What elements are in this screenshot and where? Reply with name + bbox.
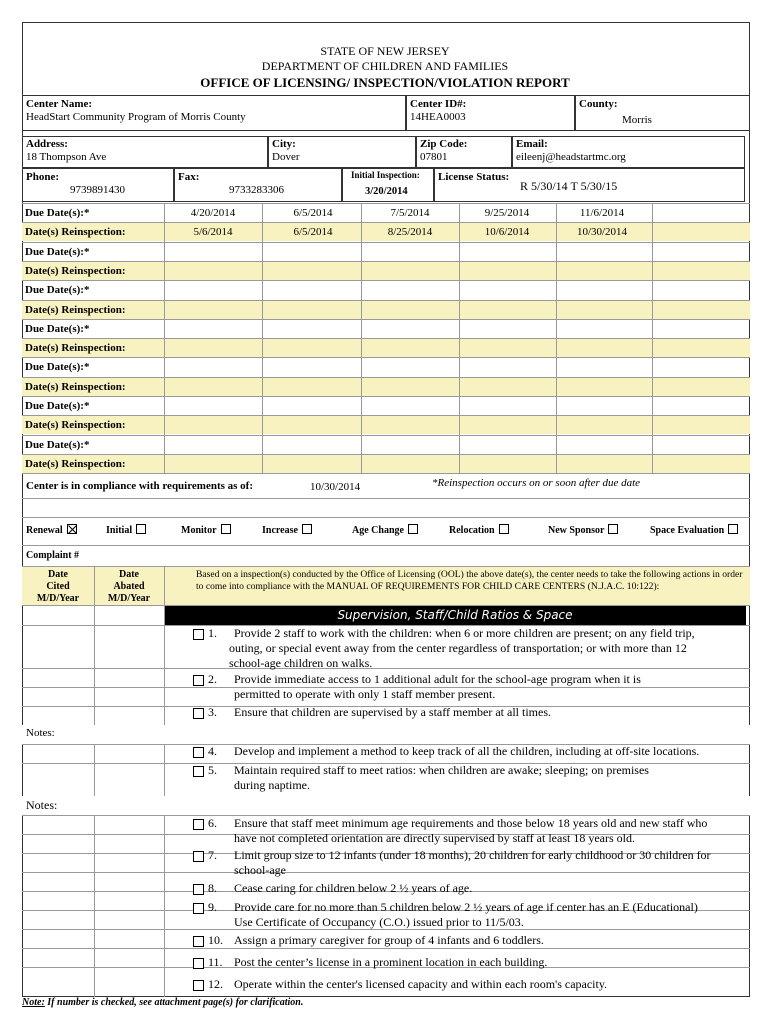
- grid-divider: [459, 416, 460, 435]
- grid-divider: [459, 436, 460, 455]
- reinspection-date-value: 10/6/2014: [484, 226, 530, 238]
- divider: [22, 545, 750, 546]
- item-text: Cease caring for children below 2 ½ years of age.: [234, 881, 473, 895]
- reinspection-label: Date(s) Reinspection:: [25, 265, 126, 277]
- complaint-label: Complaint #: [26, 550, 80, 561]
- reinspection-row: [22, 377, 750, 396]
- due-date-label: Due Date(s):*: [25, 439, 90, 451]
- grid-divider: [164, 378, 165, 397]
- grid-divider: [556, 262, 557, 281]
- grid-divider: [262, 397, 263, 416]
- grid-divider: [164, 358, 165, 377]
- grid-divider: [361, 223, 362, 242]
- grid-divider: [164, 243, 165, 262]
- item-checkbox[interactable]: [193, 980, 204, 991]
- item-text: Develop and implement a method to keep track of all the children, including at off-site locations.: [234, 744, 700, 758]
- zip-label: Zip Code:: [420, 138, 468, 150]
- grid-divider: [556, 223, 557, 242]
- type-option-increase[interactable]: [262, 524, 312, 536]
- grid-divider: [556, 243, 557, 262]
- grid-divider: [164, 339, 165, 358]
- grid-divider: [556, 455, 557, 474]
- type-option-label: Space Evaluation: [650, 525, 725, 536]
- reinspection-label: Date(s) Reinspection:: [25, 342, 126, 354]
- type-option-space-evaluation[interactable]: [650, 524, 738, 536]
- grid-divider: [262, 416, 263, 435]
- grid-divider: [361, 416, 362, 435]
- reinspection-row: [22, 338, 750, 357]
- due-date-label: Due Date(s):*: [25, 246, 90, 258]
- address-value: 18 Thompson Ave: [26, 151, 107, 163]
- type-checkbox[interactable]: [499, 524, 509, 534]
- grid-divider: [459, 358, 460, 377]
- grid-divider: [262, 262, 263, 281]
- item-text: have not completed orientation are directly supervised by staff at least 18 years old.: [234, 831, 635, 845]
- grid-divider: [361, 262, 362, 281]
- type-option-age-change[interactable]: [352, 524, 418, 536]
- section-title: Supervision, Staff/Child Ratios & Space: [164, 606, 746, 625]
- item-checkbox[interactable]: [193, 903, 204, 914]
- reinspection-label: Date(s) Reinspection:: [25, 419, 126, 431]
- reinspection-label: Date(s) Reinspection:: [25, 226, 126, 238]
- divider: [22, 473, 750, 474]
- due-date-row: [22, 203, 750, 222]
- grid-divider: [262, 281, 263, 300]
- grid-divider: [459, 339, 460, 358]
- type-option-label: Relocation: [449, 525, 495, 536]
- grid-divider: [262, 378, 263, 397]
- grid-divider: [262, 358, 263, 377]
- item-checkbox[interactable]: [193, 766, 204, 777]
- grid-divider: [459, 281, 460, 300]
- grid-divider: [361, 301, 362, 320]
- col-divider: [164, 744, 165, 796]
- notes-label: Notes:: [26, 798, 58, 812]
- item-checkbox[interactable]: [193, 958, 204, 969]
- city-label: City:: [272, 138, 296, 150]
- grid-divider: [262, 436, 263, 455]
- type-option-label: Age Change: [352, 525, 404, 536]
- type-option-relocation[interactable]: [449, 524, 509, 536]
- grid-divider: [262, 243, 263, 262]
- col-divider: [94, 606, 95, 725]
- grid-divider: [459, 455, 460, 474]
- type-option-label: Increase: [262, 525, 298, 536]
- grid-divider: [652, 436, 653, 455]
- grid-divider: [652, 378, 653, 397]
- grid-divider: [164, 320, 165, 339]
- phone-label: Phone:: [26, 171, 59, 183]
- reinspection-row: [22, 415, 750, 434]
- grid-divider: [164, 204, 165, 223]
- reinspection-note: *Reinspection occurs on or soon after due date: [432, 477, 641, 489]
- type-checkbox[interactable]: [302, 524, 312, 534]
- grid-divider: [652, 243, 653, 262]
- date-cited-line: M/D/Year: [36, 593, 80, 604]
- divider: [22, 668, 750, 669]
- item-checkbox[interactable]: [193, 884, 204, 895]
- compliance-label: Center is in compliance with requirements as of:: [26, 480, 254, 492]
- grid-divider: [262, 339, 263, 358]
- due-date-label: Due Date(s):*: [25, 400, 90, 412]
- type-checkbox[interactable]: [408, 524, 418, 534]
- grid-divider: [459, 243, 460, 262]
- grid-divider: [556, 339, 557, 358]
- reinspection-date-value: 10/30/2014: [576, 226, 628, 238]
- item-checkbox[interactable]: [193, 708, 204, 719]
- grid-divider: [459, 320, 460, 339]
- grid-divider: [652, 358, 653, 377]
- grid-divider: [652, 262, 653, 281]
- grid-divider: [556, 397, 557, 416]
- item-text: Ensure that children are supervised by a staff member at all times.: [234, 705, 552, 719]
- item-text: Limit group size to 12 infants (under 18 months), 20 children for early childhood or 30 children for: [234, 848, 711, 862]
- reinspection-row: [22, 261, 750, 280]
- fax-label: Fax:: [178, 171, 200, 183]
- grid-divider: [652, 416, 653, 435]
- due-date-row: [22, 242, 750, 261]
- type-option-label: Monitor: [181, 525, 217, 536]
- grid-divider: [556, 204, 557, 223]
- phone-value: 9739891430: [70, 184, 125, 196]
- item-text: Provide 2 staff to work with the children: when 6 or more children are present; on any field trip,: [234, 626, 695, 640]
- reinspection-date-value: 6/5/2014: [293, 226, 333, 238]
- center-name-label: Center Name:: [26, 98, 93, 110]
- divider: [22, 517, 750, 518]
- compliance-date: 10/30/2014: [310, 481, 361, 493]
- item-text: Operate within the center's licensed capacity and within each room's capacity.: [234, 977, 608, 991]
- fax-value: 9733283306: [229, 184, 284, 196]
- type-option-new-sponsor[interactable]: [548, 524, 618, 536]
- notes-row[interactable]: [22, 796, 750, 815]
- grid-divider: [459, 301, 460, 320]
- grid-divider: [361, 358, 362, 377]
- grid-divider: [652, 320, 653, 339]
- col-divider: [94, 815, 95, 997]
- grid-divider: [164, 416, 165, 435]
- date-abated-header: [94, 569, 164, 605]
- grid-divider: [361, 455, 362, 474]
- grid-divider: [361, 204, 362, 223]
- item-text: Provide care for no more than 5 children below 2 ½ years of age if center has an E (Educational): [234, 900, 698, 914]
- col-divider: [164, 606, 165, 725]
- item-number: 3.: [208, 705, 217, 719]
- due-date-value: 6/5/2014: [293, 207, 333, 219]
- center-id-value: 14HEA0003: [410, 111, 466, 123]
- grid-divider: [556, 358, 557, 377]
- grid-divider: [361, 243, 362, 262]
- item-number: 7.: [208, 848, 217, 862]
- grid-divider: [262, 455, 263, 474]
- due-date-label: Due Date(s):*: [25, 323, 90, 335]
- reinspection-label: Date(s) Reinspection:: [25, 381, 126, 393]
- due-date-row: [22, 435, 750, 454]
- reinspection-row: [22, 300, 750, 319]
- city-value: Dover: [272, 151, 300, 163]
- header-state: STATE OF NEW JERSEY: [320, 44, 450, 58]
- due-date-value: 7/5/2014: [390, 207, 430, 219]
- type-checkbox[interactable]: [221, 524, 231, 534]
- item-number: 6.: [208, 816, 217, 830]
- type-checkbox[interactable]: [608, 524, 618, 534]
- email-value: eileenj@headstartmc.org: [516, 151, 626, 163]
- notes-label: Notes:: [26, 727, 55, 739]
- reinspection-label: Date(s) Reinspection:: [25, 458, 126, 470]
- grid-divider: [361, 339, 362, 358]
- reinspection-label: Date(s) Reinspection:: [25, 304, 126, 316]
- grid-divider: [652, 281, 653, 300]
- item-text: school-age children on walks.: [229, 656, 373, 670]
- center-id-label: Center ID#:: [410, 98, 467, 110]
- type-option-monitor[interactable]: [181, 524, 231, 536]
- divider: [22, 498, 750, 499]
- type-option-label: Initial: [106, 525, 133, 536]
- county-value: Morris: [622, 114, 652, 126]
- grid-divider: [459, 204, 460, 223]
- grid-divider: [556, 301, 557, 320]
- due-date-value: 9/25/2014: [484, 207, 530, 219]
- grid-divider: [164, 436, 165, 455]
- zip-value: 07801: [420, 151, 448, 163]
- footer-note: [22, 997, 303, 1008]
- due-date-row: [22, 280, 750, 299]
- item-text: Assign a primary caregiver for group of 4 infants and 6 toddlers.: [234, 933, 544, 947]
- notes-row[interactable]: [22, 725, 750, 744]
- grid-divider: [262, 204, 263, 223]
- item-number: 5.: [208, 763, 217, 777]
- item-number: 8.: [208, 881, 217, 895]
- grid-divider: [459, 378, 460, 397]
- date-abated-line: Date: [119, 569, 139, 580]
- item-text: school-age: [234, 863, 286, 877]
- grid-divider: [164, 397, 165, 416]
- item-checkbox[interactable]: [193, 936, 204, 947]
- grid-divider: [164, 281, 165, 300]
- type-checkbox[interactable]: [728, 524, 738, 534]
- divider: [22, 872, 750, 873]
- date-abated-line: Abated: [113, 581, 145, 592]
- item-number: 2.: [208, 672, 217, 686]
- grid-divider: [652, 223, 653, 242]
- due-date-label: Due Date(s):*: [25, 361, 90, 373]
- grid-divider: [164, 262, 165, 281]
- grid-divider: [164, 301, 165, 320]
- due-date-row: [22, 357, 750, 376]
- reinspection-date-value: 8/25/2014: [387, 226, 433, 238]
- date-cited-header: [22, 569, 94, 605]
- footer-note-label: Note:: [22, 997, 45, 1008]
- item-number: 9.: [208, 900, 217, 914]
- grid-divider: [361, 320, 362, 339]
- grid-divider: [556, 281, 557, 300]
- grid-divider: [262, 320, 263, 339]
- initial-inspection-label: Initial Inspection:: [351, 170, 420, 180]
- item-checkbox[interactable]: [193, 851, 204, 862]
- due-date-row: [22, 319, 750, 338]
- due-date-value: 4/20/2014: [190, 207, 236, 219]
- date-cited-line: Date: [48, 569, 68, 580]
- due-date-label: Due Date(s):*: [25, 207, 90, 219]
- item-text: Maintain required staff to meet ratios: when children are awake; sleeping; on premises: [234, 763, 649, 777]
- grid-divider: [556, 436, 557, 455]
- reinspection-row: [22, 454, 750, 473]
- type-option-initial[interactable]: [106, 524, 146, 536]
- grid-divider: [361, 436, 362, 455]
- grid-divider: [262, 301, 263, 320]
- item-number: 11.: [208, 955, 223, 969]
- item-checkbox[interactable]: [193, 819, 204, 830]
- reinspection-row: [22, 222, 750, 241]
- initial-inspection-value: 3/20/2014: [365, 186, 408, 197]
- grid-divider: [262, 223, 263, 242]
- header-office-title: OFFICE OF LICENSING/ INSPECTION/VIOLATION REPORT: [200, 75, 570, 90]
- divider: [22, 948, 750, 949]
- type-checkbox[interactable]: [67, 524, 77, 534]
- due-date-label: Due Date(s):*: [25, 284, 90, 296]
- item-number: 12.: [208, 977, 223, 991]
- due-date-value: 11/6/2014: [579, 207, 625, 219]
- col-divider: [94, 744, 95, 796]
- item-text: outing, or special event away from the center regardless of transportation; or with more than 12: [229, 641, 687, 655]
- grid-divider: [459, 397, 460, 416]
- type-checkbox[interactable]: [136, 524, 146, 534]
- grid-divider: [459, 223, 460, 242]
- item-text: permitted to operate with only 1 staff member present.: [234, 687, 496, 701]
- col-divider: [164, 815, 165, 997]
- item-number: 10.: [208, 933, 223, 947]
- address-label: Address:: [26, 138, 68, 150]
- grid-divider: [361, 281, 362, 300]
- item-text: Post the center’s license in a prominent location in each building.: [234, 955, 548, 969]
- email-label: Email:: [516, 138, 548, 150]
- item-checkbox[interactable]: [193, 629, 204, 640]
- type-option-label: New Sponsor: [548, 525, 605, 536]
- due-date-row: [22, 396, 750, 415]
- date-cited-line: Cited: [46, 581, 70, 592]
- license-status-value: R 5/30/14 T 5/30/15: [520, 179, 618, 193]
- grid-divider: [164, 223, 165, 242]
- grid-divider: [164, 455, 165, 474]
- item-number: 1.: [208, 626, 217, 640]
- reinspection-date-value: 5/6/2014: [193, 226, 233, 238]
- county-label: County:: [579, 98, 618, 110]
- item-number: 4.: [208, 744, 217, 758]
- item-checkbox[interactable]: [193, 675, 204, 686]
- grid-divider: [652, 397, 653, 416]
- item-checkbox[interactable]: [193, 747, 204, 758]
- intro-text: Based on a inspection(s) conducted by the Office of Licensing (OOL) the above date(s), the center needs to take the following actions in order to come into compliance with the MANUAL OF REQUIREMENTS FOR CHILD CARE CENTERS (N.J.A.C. 10:122):: [196, 569, 743, 592]
- header-department: DEPARTMENT OF CHILDREN AND FAMILIES: [261, 59, 509, 73]
- grid-divider: [652, 301, 653, 320]
- grid-divider: [556, 320, 557, 339]
- item-text: Use Certificate of Occupancy (C.O.) issued prior to 11/5/03.: [234, 915, 524, 929]
- grid-divider: [361, 378, 362, 397]
- license-status-label: License Status:: [438, 171, 510, 183]
- item-text: during naptime.: [234, 778, 310, 792]
- type-option-label: Renewal: [26, 525, 63, 536]
- grid-divider: [459, 262, 460, 281]
- center-name-value: HeadStart Community Program of Morris County: [26, 111, 246, 123]
- grid-divider: [652, 455, 653, 474]
- footer-note-text: If number is checked, see attachment page(s) for clarification.: [44, 997, 304, 1008]
- grid-divider: [556, 416, 557, 435]
- item-text: Provide immediate access to 1 additional adult for the school-age program when it is: [234, 672, 641, 686]
- grid-divider: [652, 204, 653, 223]
- col-divider: [164, 566, 165, 606]
- grid-divider: [556, 378, 557, 397]
- date-abated-line: M/D/Year: [107, 593, 151, 604]
- type-option-renewal[interactable]: [26, 524, 77, 536]
- grid-divider: [361, 397, 362, 416]
- item-text: Ensure that staff meet minimum age requirements and those below 18 years old and new staff who: [234, 816, 708, 830]
- grid-divider: [652, 339, 653, 358]
